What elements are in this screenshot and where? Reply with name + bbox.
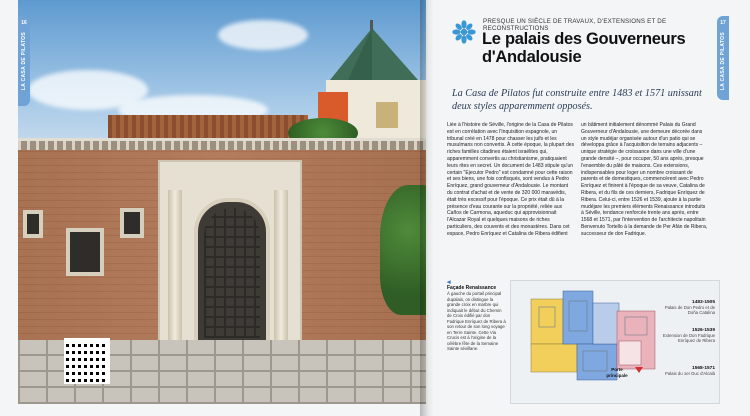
intro-text: La Casa de Pilatos fut construite entre 1483 et 1571 unissant deux styles apparemment opposés. bbox=[452, 88, 702, 112]
qr-code[interactable] bbox=[64, 338, 110, 384]
cloud bbox=[218, 20, 308, 50]
caption-heading: Façade Renaissance bbox=[447, 284, 497, 291]
column bbox=[168, 190, 182, 340]
body-column-1: Liée à l'histoire de Séville, l'origine de la Casa de Pilatos est en corrélation avec l'Inquisition espagnole, un tribunal créé en 1478 pour chasser les juifs et les musulmans non convertis. À cette époque, la plupart des riches familles citadines étaient israélites qui, apparemment convertis au christianisme, pratiquaient leurs rites en secret. Un document de 1483 stipule qu'un certain "Ejecutor Pedro" est condamné pour cette raison et ses biens, une fois confisqués, sont vendus à Pedro Enríquez, grand gouverneur d'Andalousie. Le montant du contrat d'achat et de vente de 320 000 maravédis, était très excessif pour l'époque. Ce prix était dû à la présence d'eau courante sur la propriété, reliée aux Caños de Carmona, aqueduc qui approvisionnait l'Alcazar Royal et quelques maisons de riches particuliers, des couvents et des monastères. Dans cet espace, Pedro Enríquez et Catalina de Ribera édifient bbox=[447, 122, 575, 237]
kicker: PRESQUE UN SIÈCLE DE TRAVAUX, D'EXTENSIONS ET DE RECONSTRUCTIONS bbox=[483, 18, 667, 32]
legend-years: 1483-1505 bbox=[692, 300, 715, 305]
roof bbox=[108, 115, 308, 139]
legend-years: 1568-1571 bbox=[692, 366, 715, 371]
asterisk-icon bbox=[452, 20, 476, 44]
right-page bbox=[430, 0, 718, 404]
window bbox=[23, 210, 43, 238]
window bbox=[120, 208, 144, 238]
section-label: LA CASA DE PILATOS bbox=[21, 32, 27, 91]
legend-item-2 bbox=[657, 327, 715, 344]
legend-item-3 bbox=[657, 365, 715, 376]
page-title: Le palais des Gouverneurs d'Andalousie bbox=[482, 30, 686, 66]
section-label: LA CASA DE PILATOS bbox=[720, 32, 726, 91]
right-section-tab bbox=[717, 16, 729, 100]
body-column-2: un bâtiment initialement dénommé Palais du Grand Gouverneur d'Andalousie, une demeure décorée dans un style mudéjar organisée autour d'un patio qui se développa grâce à l'acquisition de terrains adjacents – unique stratégie de croissance dans une ville d'une grande densité –, pour occuper, 50 ans après, presque l'ensemble du pâté de maisons. Ces extensions, indispensables pour loger un nombre croissant de parents et de domestiques, commencèrent avec Pedro Enríquez et finirent à l'époque de sa veuve, Catalina de Ribera, et du fils de ces derniers, Fadrique Enríquez de Ribera. Celui-ci, entre 1526 et 1539, ajoute à la partie mudéjare les premiers éléments Renaissance introduits à Séville, tendance renforcée trente ans après, entre 1568 et 1571, par l'intervention de l'architecte napolitain Benvenuto Tortello à la demande de Per Afán de Ribera, successeur de don Fadrique. bbox=[581, 122, 708, 237]
figure-caption bbox=[447, 280, 507, 352]
legend-text: Palais de Don Pedro et de Doña Catalina bbox=[664, 305, 715, 316]
wooden-door bbox=[194, 198, 270, 348]
page-number: 16 bbox=[21, 20, 27, 26]
casa-de-pilatos-photo bbox=[18, 0, 426, 404]
caption-text: À gauche du portail principal dupalais, on distingue la grande croix en marbre qui indiquait le début du Chemin de Croix édifié par don Fadrique Enríquez de Ribera à son retour de son long voyage en Terre Sainte. Cette Via Crucis est à l'origine de la célèbre fête de la Semaine Sainte sévillane. bbox=[447, 291, 506, 351]
legend-years: 1526-1539 bbox=[692, 328, 715, 333]
legend-text: Extension de Don Fadrique Enríquez de Ribera bbox=[662, 333, 715, 344]
entrance-label: Porte principale bbox=[606, 367, 628, 378]
column bbox=[274, 190, 288, 340]
legend-item-1 bbox=[657, 299, 715, 316]
floor-plan bbox=[510, 280, 720, 404]
left-section-tab bbox=[18, 16, 30, 106]
legend-text: Palais du 1er Duc d'Alcalá bbox=[664, 371, 715, 377]
window bbox=[66, 228, 104, 276]
arrow-left-icon: ◂ bbox=[447, 279, 451, 286]
page-number: 17 bbox=[720, 20, 726, 26]
